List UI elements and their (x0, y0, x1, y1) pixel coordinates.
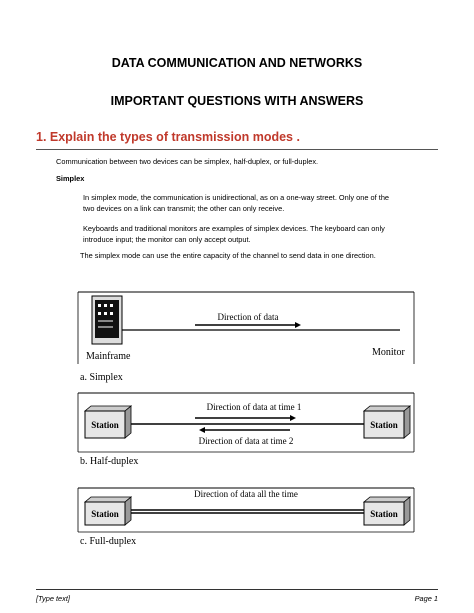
simplex-diagram (78, 292, 414, 383)
intro-text: Communication between two devices can be simplex, half-duplex, or full-duplex. (56, 157, 319, 166)
full-duplex-label: Direction of data all the time (194, 489, 298, 499)
question-heading: 1. Explain the types of transmission modes . (36, 130, 300, 144)
footer-rule (36, 589, 438, 590)
full-duplex-diagram (78, 488, 414, 547)
footer-page-number: Page 1 (414, 594, 438, 603)
mainframe-icon (92, 296, 122, 344)
half-duplex-caption: b. Half-duplex (80, 456, 139, 467)
half-duplex-bottom-label: Direction of data at time 2 (198, 436, 294, 446)
station-left-icon (85, 406, 131, 438)
half-duplex-diagram (78, 393, 414, 467)
mainframe-label: Mainframe (86, 351, 131, 362)
full-duplex-left-station-label: Station (91, 509, 119, 519)
full-duplex-caption: c. Full-duplex (80, 536, 137, 547)
paragraph-2-line-1: Keyboards and traditional monitors are examples of simplex devices. The keyboard can only (83, 224, 385, 233)
simplex-arrow-label: Direction of data (217, 312, 279, 322)
paragraph-1-line-1: In simplex mode, the communication is unidirectional, as on a one-way street. Only one of the (83, 193, 390, 202)
station-right-icon (364, 497, 410, 525)
half-duplex-right-station-label: Station (370, 420, 398, 430)
simplex-caption: a. Simplex (80, 372, 123, 383)
document-title: DATA COMMUNICATION AND NETWORKS (111, 56, 363, 70)
footer-left-text: [Type text] (36, 594, 70, 603)
half-duplex-left-station-label: Station (91, 420, 119, 430)
paragraph-3: The simplex mode can use the entire capacity of the channel to send data in one direction. (80, 251, 376, 260)
document-subtitle: IMPORTANT QUESTIONS WITH ANSWERS (110, 94, 364, 108)
monitor-label: Monitor (372, 347, 405, 358)
paragraph-2-line-2: introduce input; the monitor can only accept output. (83, 235, 251, 244)
paragraph-1-line-2: two devices on a link can transmit; the other can only receive. (83, 204, 285, 213)
station-right-icon (364, 406, 410, 438)
full-duplex-right-station-label: Station (370, 509, 398, 519)
simplex-subheading: Simplex (56, 174, 85, 183)
station-left-icon (85, 497, 131, 525)
half-duplex-top-label: Direction of data at time 1 (206, 402, 302, 412)
